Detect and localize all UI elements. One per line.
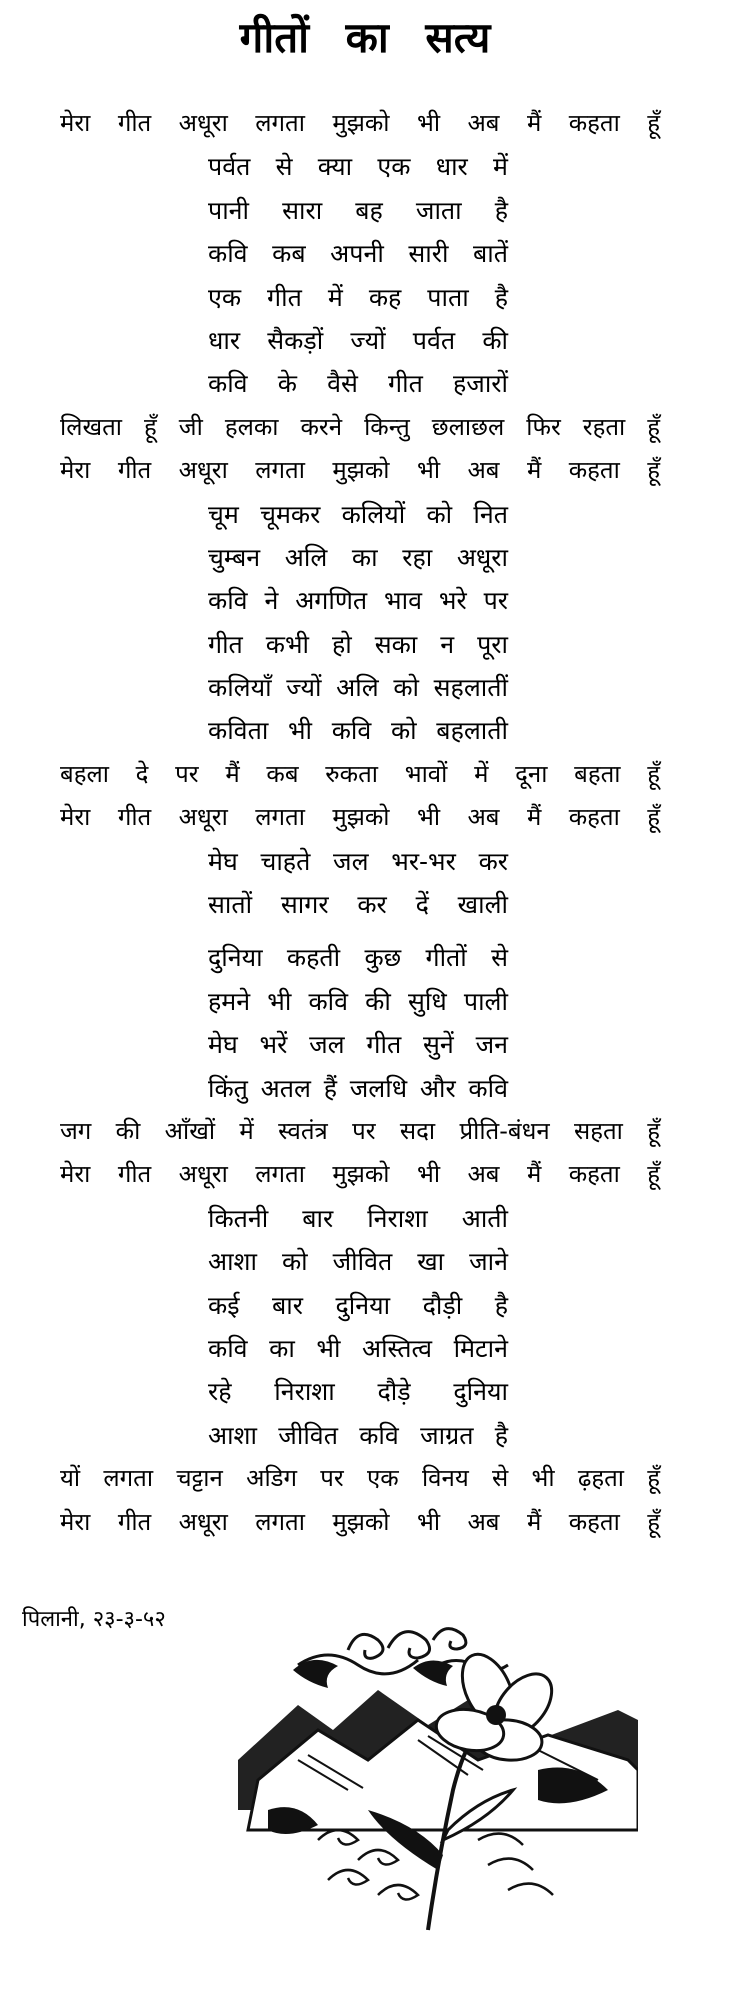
poem-refrain-line: बहला दे पर मैं कब रुकता भावों में दूना बहता हूँ <box>60 759 660 788</box>
poem-stanza-line: चूम चूमकर कलियों को नित <box>208 499 508 529</box>
poem-stanza-line: कवि के वैसे गीत हजारों <box>208 369 508 399</box>
poem-refrain-line: मेरा गीत अधूरा लगता मुझको भी अब मैं कहता हूँ <box>60 456 660 485</box>
poem-refrain-line: मेरा गीत अधूरा लगता मुझको भी अब मैं कहता हूँ <box>60 109 660 137</box>
poem-stanza-line: सातों सागर कर दें खाली <box>208 890 508 920</box>
poem-refrain-line: मेरा गीत अधूरा लगता मुझको भी अब मैं कहता हूँ <box>60 1160 660 1189</box>
poem-stanza-line: मेघ भरें जल गीत सुनें जन <box>208 1030 508 1060</box>
poem-stanza-line: रहे निराशा दौड़े दुनिया <box>208 1377 508 1407</box>
poem-stanza-line: गीत कभी हो सका न पूरा <box>208 629 508 659</box>
flower-ink-illustration <box>238 1610 638 1940</box>
poem-title: गीतों का सत्य <box>239 13 491 62</box>
poem-stanza-line: मेघ चाहते जल भर-भर कर <box>208 846 508 876</box>
poem-stanza-line: आशा जीवित कवि जाग्रत है <box>208 1420 508 1450</box>
poem-stanza-line: एक गीत में कह पाता है <box>208 282 508 312</box>
poem-stanza-line: कवि कब अपनी सारी बातें <box>208 239 508 269</box>
poem-stanza-line: कवि ने अगणित भाव भरे पर <box>208 586 508 616</box>
poem-stanza-line: किंतु अतल हैं जलधि और कवि <box>208 1073 508 1103</box>
poem-stanza-line: पानी सारा बह जाता है <box>208 195 508 225</box>
stanza-gap <box>0 926 730 936</box>
poem-stanza-line: धार सैकड़ों ज्यों पर्वत की <box>208 325 508 355</box>
poem-refrain-line: मेरा गीत अधूरा लगता मुझको भी अब मैं कहता हूँ <box>60 803 660 832</box>
poem-stanza-line: आशा को जीवित खा जाने <box>208 1247 508 1277</box>
poem-stanza-line: कलियाँ ज्यों अलि को सहलातीं <box>208 673 508 703</box>
poem-refrain-line: जग की आँखों में स्वतंत्र पर सदा प्रीति-बंधन सहता हूँ <box>60 1116 660 1145</box>
poem-stanza-line: कितनी बार निराशा आती <box>208 1203 508 1233</box>
place-date: पिलानी, २३-३-५२ <box>22 1607 166 1632</box>
poem-stanza-line: चुम्बन अलि का रहा अधूरा <box>208 542 508 572</box>
poem-stanza-line: दुनिया कहती कुछ गीतों से <box>208 943 508 973</box>
poem-stanza-line: पर्वत से क्या एक धार में <box>208 152 508 182</box>
poem-stanza-line: कविता भी कवि को बहलाती <box>208 716 508 746</box>
poem-stanza-line: कवि का भी अस्तित्व मिटाने <box>208 1333 508 1363</box>
poem-refrain-line: यों लगता चट्टान अडिग पर एक विनय से भी ढ़हता हूँ <box>60 1464 660 1493</box>
poem-body <box>0 102 730 1544</box>
poem-refrain-line: लिखता हूँ जी हलका करने किन्तु छलाछल फिर रहता हूँ <box>60 412 660 441</box>
poem-refrain-line: मेरा गीत अधूरा लगता मुझको भी अब मैं कहता हूँ <box>60 1507 660 1536</box>
poem-stanza-line: हमने भी कवि की सुधि पाली <box>208 986 508 1016</box>
poem-stanza-line: कई बार दुनिया दौड़ी है <box>208 1290 508 1320</box>
